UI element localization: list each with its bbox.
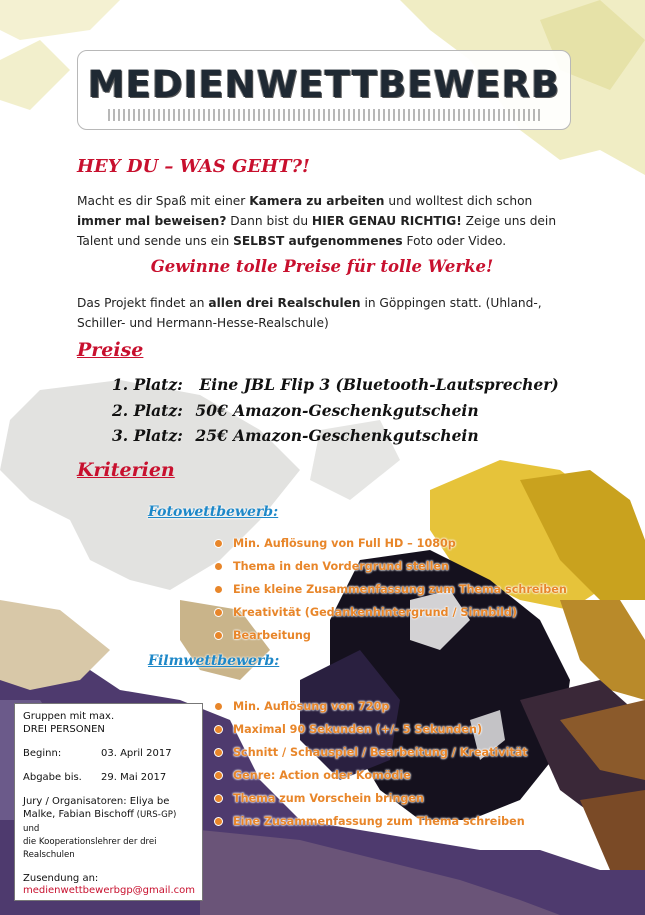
emphasis-text: SELBST aufgenommenes bbox=[233, 234, 403, 248]
jury-line-3: die Kooperationslehrer der drei bbox=[23, 837, 157, 847]
body-text: Foto oder Video. bbox=[402, 234, 507, 248]
bullet-icon bbox=[214, 631, 223, 640]
prize-description: Eine JBL Flip 3 (Bluetooth-Lautsprecher) bbox=[199, 375, 559, 394]
groups-line-1: Gruppen mit max. bbox=[23, 711, 115, 722]
groups-line-2: DREI PERSONEN bbox=[23, 724, 105, 735]
list-item bbox=[214, 790, 528, 813]
info-box bbox=[14, 703, 203, 901]
list-item bbox=[214, 698, 528, 721]
end-label: Abgabe bis. bbox=[23, 772, 82, 783]
start-label: Beginn: bbox=[23, 748, 62, 759]
emphasis-text: Kamera zu arbeiten bbox=[249, 194, 385, 208]
foto-criteria-list bbox=[214, 535, 567, 650]
jury-names: Malke, Fabian Bischoff bbox=[23, 809, 134, 820]
bullet-icon bbox=[214, 562, 223, 571]
body-text: Macht es dir Spaß mit einer bbox=[77, 194, 250, 208]
list-item bbox=[214, 744, 528, 767]
intro-headline: HEY DU – WAS GEHT?! bbox=[77, 156, 310, 177]
foto-contest-heading: Fotowettbewerb: bbox=[148, 504, 279, 520]
criterion-text: Eine Zusammenfassung zum Thema schreiben bbox=[233, 815, 525, 828]
bullet-icon bbox=[214, 702, 223, 711]
list-item bbox=[214, 535, 567, 558]
prize-place: 1. Platz: bbox=[112, 375, 183, 394]
body-text: Zeige uns dein Talent und sende uns ein bbox=[77, 214, 557, 248]
jury-line-2 bbox=[23, 808, 194, 836]
list-item bbox=[214, 767, 528, 790]
body-text: Dann bist du bbox=[226, 214, 312, 228]
bullet-icon bbox=[214, 771, 223, 780]
schools-paragraph bbox=[77, 293, 567, 333]
film-contest-heading: Filmwettbewerb: bbox=[148, 653, 280, 669]
bullet-icon bbox=[214, 585, 223, 594]
prize-item-2 bbox=[112, 401, 479, 420]
criterion-text: Bearbeitung bbox=[233, 629, 311, 642]
criterion-text: Genre: Action oder Komödie bbox=[233, 769, 411, 782]
criterion-text: Eine kleine Zusammenfassung zum Thema schreiben bbox=[233, 583, 567, 596]
prize-item-3 bbox=[112, 426, 479, 445]
bullet-icon bbox=[214, 608, 223, 617]
criterion-text: Schnitt / Schauspiel / Bearbeitung / Kreativität bbox=[233, 746, 528, 759]
list-item bbox=[214, 813, 528, 836]
prize-description: 50€ Amazon-Geschenkgutschein bbox=[195, 401, 479, 420]
criterion-text: Min. Auflösung von Full HD – 1080p bbox=[233, 537, 456, 550]
body-text: in Göppingen statt. (Uhland-, Schiller- und Hermann-Hesse-Realschule) bbox=[77, 296, 542, 330]
end-date: 29. Mai 2017 bbox=[101, 772, 167, 783]
send-label: Zusendung an: bbox=[23, 873, 99, 884]
end-date-row bbox=[23, 771, 194, 784]
emphasis-text: immer mal beweisen? bbox=[77, 214, 227, 228]
list-item bbox=[214, 604, 567, 627]
list-item bbox=[214, 627, 567, 650]
prize-place: 3. Platz: bbox=[112, 426, 183, 445]
criterion-text: Kreativität (Gedankenhintergrund / Sinnbild) bbox=[233, 606, 518, 619]
prize-slogan: Gewinne tolle Preise für tolle Werke! bbox=[150, 257, 494, 276]
film-criteria-list bbox=[214, 698, 528, 836]
bullet-icon bbox=[214, 794, 223, 803]
list-item bbox=[214, 721, 528, 744]
criterion-text: Maximal 90 Sekunden (+/- 5 Sekunden) bbox=[233, 723, 483, 736]
criterion-text: Thema in den Vordergrund stellen bbox=[233, 560, 449, 573]
start-date: 03. April 2017 bbox=[101, 748, 172, 759]
title-reflection bbox=[108, 109, 540, 121]
emphasis-text: allen drei Realschulen bbox=[208, 296, 361, 310]
emphasis-text: HIER GENAU RICHTIG! bbox=[311, 214, 462, 228]
criterion-text: Thema zum Vorschein bringen bbox=[233, 792, 424, 805]
bullet-icon bbox=[214, 725, 223, 734]
bullet-icon bbox=[214, 817, 223, 826]
prizes-heading: Preise bbox=[77, 339, 144, 361]
bullet-icon bbox=[214, 748, 223, 757]
jury-school: (URS-GP) und bbox=[23, 810, 177, 834]
jury-line-1: Jury / Organisatoren: Eliya be bbox=[23, 796, 170, 807]
prize-place: 2. Platz: bbox=[112, 401, 183, 420]
jury-line-4: Realschulen bbox=[23, 850, 75, 860]
criterion-text: Min. Auflösung von 720p bbox=[233, 700, 390, 713]
body-text: und wolltest dich schon bbox=[384, 194, 533, 208]
intro-paragraph bbox=[77, 191, 557, 251]
body-text: Das Projekt findet an bbox=[77, 296, 209, 310]
title-banner bbox=[77, 50, 571, 130]
start-date-row bbox=[23, 747, 194, 760]
bullet-icon bbox=[214, 539, 223, 548]
list-item bbox=[214, 581, 567, 604]
contact-email: medienwettbewerbgp@gmail.com bbox=[23, 885, 195, 896]
criteria-heading: Kriterien bbox=[77, 459, 175, 481]
prize-description: 25€ Amazon-Geschenkgutschein bbox=[195, 426, 479, 445]
page-title: MEDIENWETTBEWERB bbox=[87, 63, 561, 106]
prize-item-1 bbox=[112, 375, 559, 394]
list-item bbox=[214, 558, 567, 581]
